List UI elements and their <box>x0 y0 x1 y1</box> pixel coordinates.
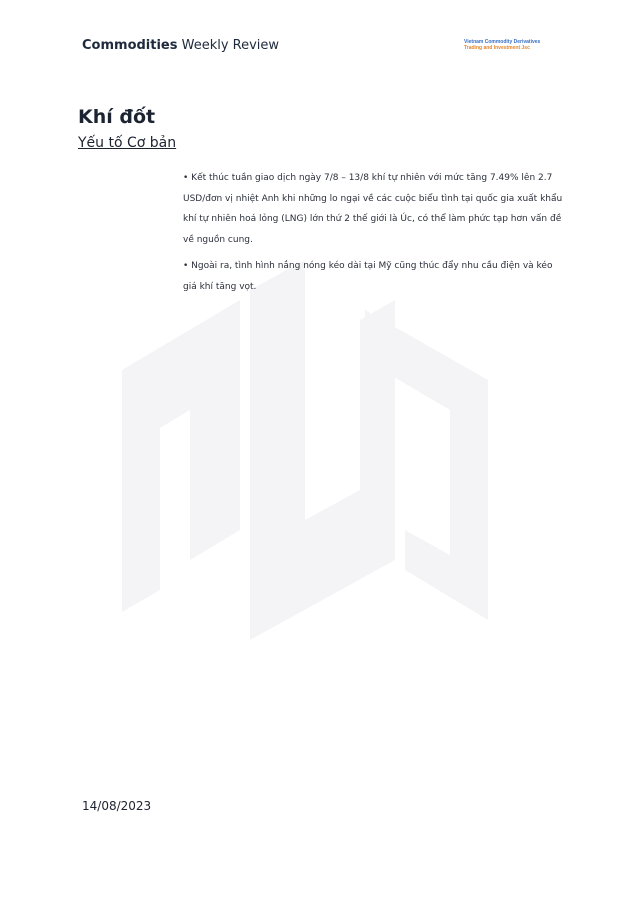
bullet-paragraph: • Ngoài ra, tình hình nắng nóng kéo dài tại Mỹ cũng thúc đẩy nhu cầu điện và kéo giá khí tăng vọt. <box>183 261 553 292</box>
footer-date: 14/08/2023 <box>82 799 152 813</box>
watermark-logo-icon <box>120 260 490 660</box>
content-body <box>183 168 568 303</box>
company-logo <box>464 39 540 51</box>
logo-line-2: Trading and Investment Jsc <box>464 45 530 51</box>
report-header <box>82 38 279 53</box>
section-title: Khí đốt <box>78 106 156 128</box>
header-title-light: Weekly Review <box>177 38 280 53</box>
header-title-bold: Commodities <box>82 38 178 53</box>
logo-line-1: Vietnam Commodity Derivatives <box>464 39 541 45</box>
bullet-paragraph: • Kết thúc tuần giao dịch ngày 7/8 – 13/8 khí tự nhiên với mức tăng 7.49% lên 2.7 USD/đơn vị nhiệt Anh khi những lo ngại về các cuộc biểu tình tại quốc gia xuất khẩu khí tự nhiên hoá lỏng (LNG) lớn thứ 2 thế giới là Úc, có thể làm phức tạp hơn vấn đề về nguồn cung. <box>183 173 563 245</box>
section-subtitle: Yếu tố Cơ bản <box>78 135 177 151</box>
